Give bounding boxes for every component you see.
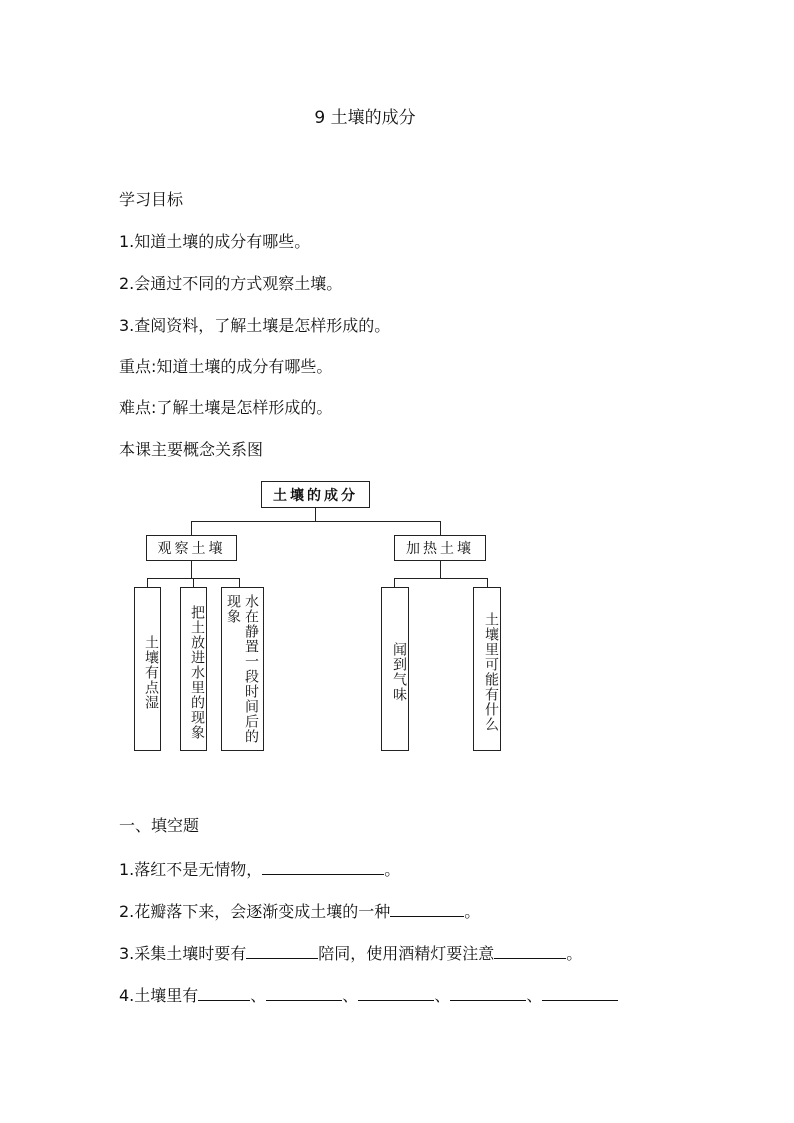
separator: 、 — [342, 986, 359, 1005]
diagram-observe-child-3: 水在静置一段时间后的现象 — [221, 587, 264, 751]
objective-item-2: 2.会通过不同的方式观察土壤。 — [119, 274, 343, 293]
diagram-heat-box: 加热土壤 — [394, 535, 486, 561]
connector — [487, 578, 488, 587]
objectives-heading: 学习目标 — [119, 190, 184, 209]
question-1-text: 1.落红不是无情物， — [119, 860, 263, 879]
question-2-text: 2.花瓣落下来，会逐渐变成土壤的一种 — [119, 902, 391, 921]
diagram-root-box: 土壤的成分 — [261, 481, 370, 508]
answer-blank[interactable] — [390, 900, 464, 917]
diagram-observe-child-2: 把土放进水里的现象 — [180, 587, 207, 751]
answer-blank[interactable] — [358, 984, 434, 1001]
question-3-part1: 3.采集土壤时要有 — [119, 944, 247, 963]
connector — [394, 578, 487, 579]
answer-blank[interactable] — [450, 984, 526, 1001]
answer-blank[interactable] — [266, 984, 342, 1001]
question-1 — [119, 858, 400, 880]
question-2 — [119, 900, 480, 922]
connector — [191, 561, 192, 578]
question-4-text: 4.土壤里有 — [119, 986, 199, 1005]
diagram-heat-child-1: 闻到气味 — [381, 587, 409, 751]
exercises-heading: 一、填空题 — [119, 816, 200, 835]
objective-item-3: 3.查阅资料，了解土壤是怎样形成的。 — [119, 316, 391, 335]
page-title: 9 土壤的成分 — [314, 108, 416, 128]
connector — [147, 578, 148, 587]
connector — [191, 521, 192, 535]
key-point: 重点:知道土壤的成分有哪些。 — [119, 357, 333, 376]
diagram-observe-box: 观察土壤 — [146, 535, 237, 561]
question-3-end: 。 — [566, 944, 583, 963]
diagram-observe-child-1: 土壤有点湿 — [134, 587, 161, 751]
connector — [440, 521, 441, 535]
question-4 — [119, 984, 618, 1006]
connector — [239, 578, 240, 587]
question-3-part2: 陪同，使用酒精灯要注意 — [318, 944, 495, 963]
objective-item-1: 1.知道土壤的成分有哪些。 — [119, 232, 311, 251]
connector — [315, 508, 316, 521]
diagram-heading: 本课主要概念关系图 — [119, 440, 264, 459]
connector — [191, 521, 441, 522]
difficulty-point: 难点:了解土壤是怎样形成的。 — [119, 398, 333, 417]
answer-blank[interactable] — [198, 984, 250, 1001]
answer-blank[interactable] — [262, 858, 384, 875]
diagram-heat-child-2: 土壤里可能有什么 — [473, 587, 501, 751]
separator: 、 — [434, 986, 451, 1005]
answer-blank[interactable] — [542, 984, 618, 1001]
answer-blank[interactable] — [494, 942, 566, 959]
connector — [440, 561, 441, 578]
answer-blank[interactable] — [246, 942, 318, 959]
question-3 — [119, 942, 582, 964]
question-1-end: 。 — [384, 860, 401, 879]
separator: 、 — [526, 986, 543, 1005]
connector — [193, 578, 194, 587]
connector — [394, 578, 395, 587]
separator: 、 — [250, 986, 267, 1005]
question-2-end: 。 — [464, 902, 481, 921]
